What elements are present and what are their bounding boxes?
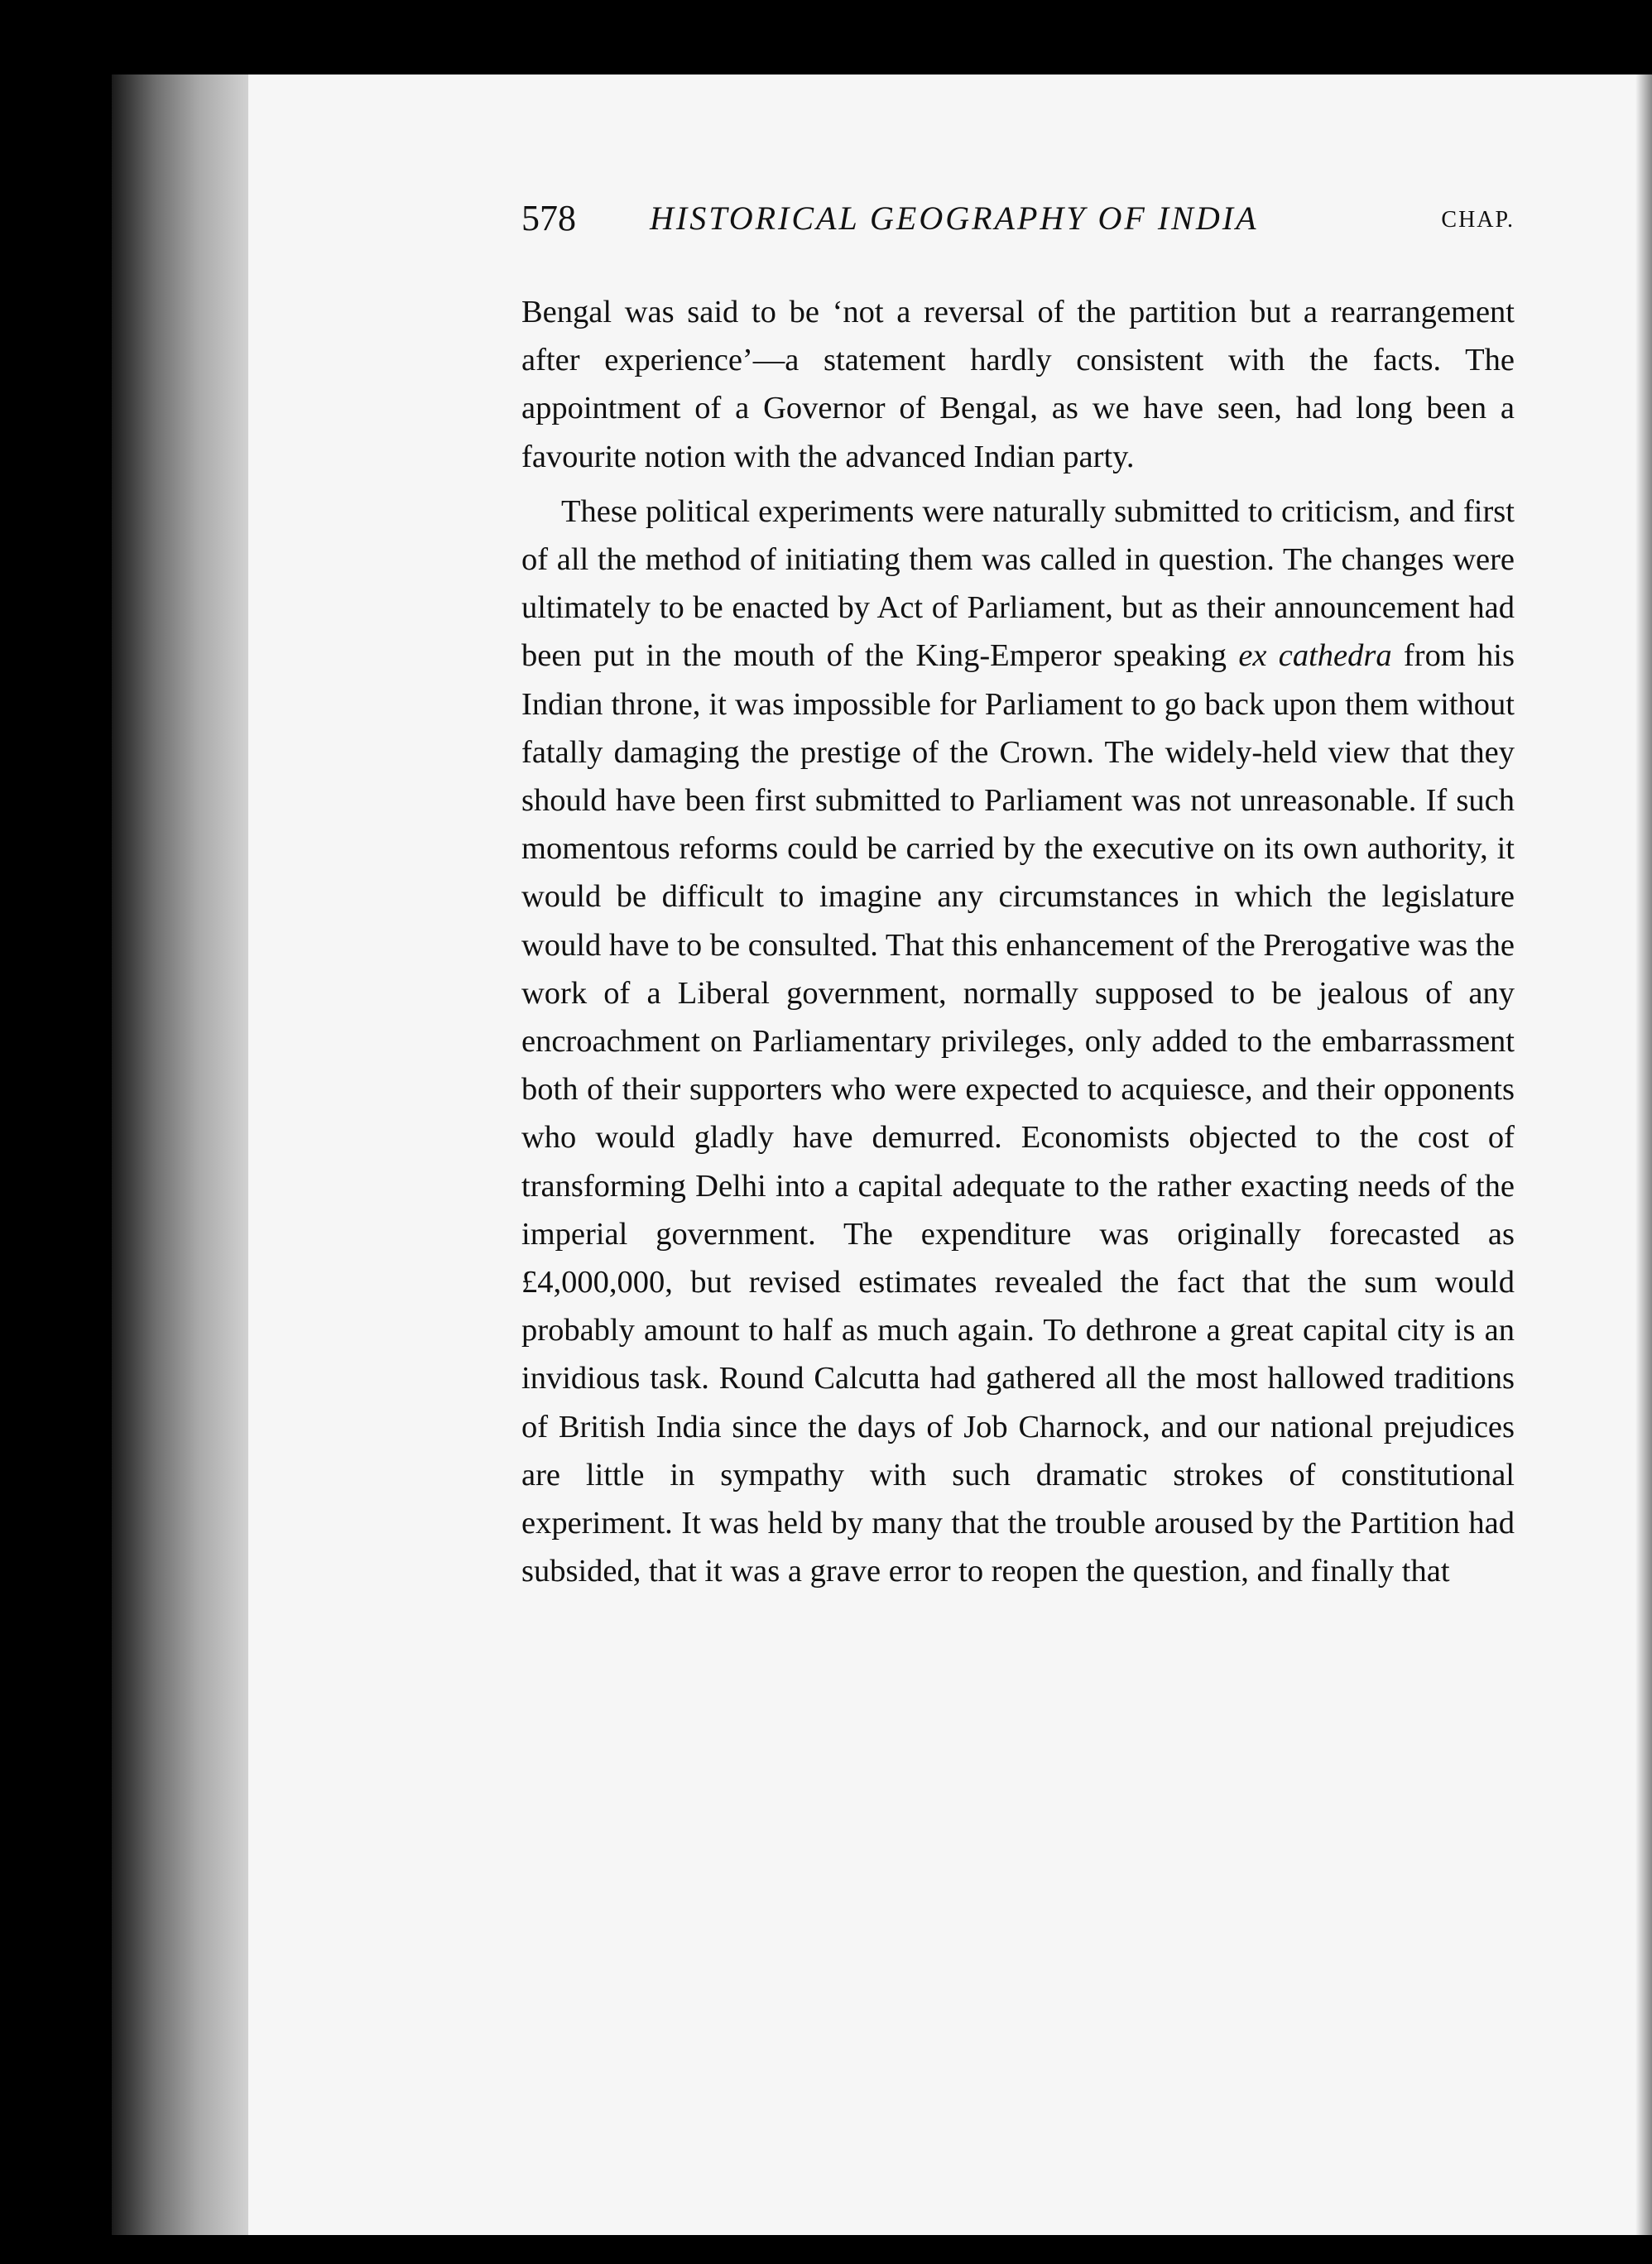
paragraph: Bengal was said to be ‘not a reversal of the partition but a rearrangement after experience’—a statement hardly consistent with the facts. The appointment of a Governor of Bengal, as we have seen, had long been a favourite notion with the advanced Indian party. <box>521 295 1515 474</box>
page-header <box>521 197 1515 255</box>
page-number: 578 <box>521 198 576 238</box>
paragraph-text: These political experiments were naturally submitted to criticism, and first of all the method of initiating them was called in question. The changes were ultimately to be enacted by Act of Parliament, but as their announcement had been put in the mouth of the King-Emperor speaking <box>521 493 1515 674</box>
running-title: HISTORICAL GEOGRAPHY OF INDIA <box>650 199 1259 237</box>
page-stack-edge <box>112 75 257 2235</box>
body-text <box>521 288 1515 1595</box>
italic-phrase: ex cathedra <box>1238 638 1392 674</box>
chapter-label: CHAP. <box>1441 207 1515 233</box>
page-right-edge <box>1635 75 1652 2235</box>
paragraph <box>521 488 1515 1596</box>
paragraph-text: from his Indian throne, it was impossible for Parliament to go back upon them without fatally damaging the prestige of the Crown. The widely-held view that they should have been first submitted to Parliament was not unreasonable. If such momentous reforms could be carried by the executive on its own authority, it would be difficult to imagine any circumstances in which the legislature would have to be consulted. That this enhancement of the Prerogative was the work of a Liberal government, normally supposed to be jealous of any encroachment on Parliamentary privileges, only added to the embarrassment both of their supporters who were expected to acquiesce, and their opponents who would gladly have demurred. Economists objected to the cost of transforming Delhi into a capital adequate to the rather exacting needs of the imperial government. The expenditure was originally forecasted as £4,000,000, but revised estimates revealed the fact that the sum would probably amount to half as much again. To dethrone a great capital city is an invidious task. Round Calcutta had gathered all the most hallowed traditions of British India since the days of Job Charnock, and our national prejudices are little in sympathy with such dramatic strokes of constitutional experiment. It was held by many that the trouble aroused by the Partition had subsided, that it was a grave error to reopen the question, and finally that <box>521 638 1515 1589</box>
